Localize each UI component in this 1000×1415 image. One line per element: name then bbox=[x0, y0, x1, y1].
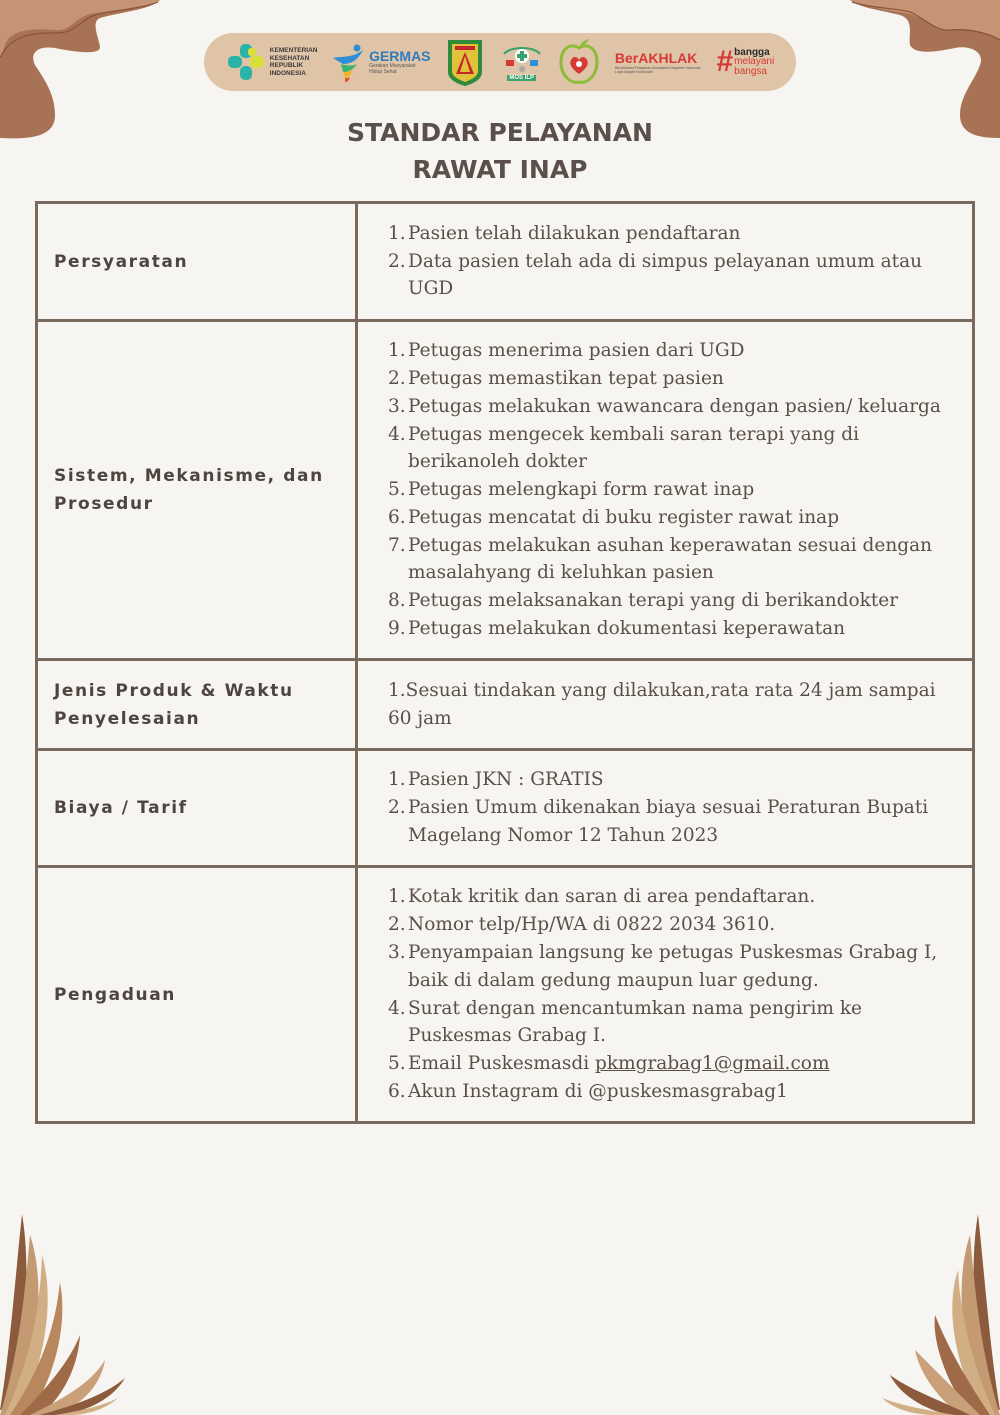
item-text: Kotak kritik dan saran di area pendaftaran. bbox=[408, 886, 816, 908]
kemenkes-icon bbox=[226, 42, 266, 82]
item-number: 1. bbox=[388, 340, 406, 362]
list-item bbox=[388, 476, 958, 504]
mos-ilp-logo bbox=[500, 44, 544, 81]
title-line-2: RAWAT INAP bbox=[412, 155, 588, 184]
berakhlak-logo bbox=[615, 51, 701, 74]
kemenkes-line: INDONESIA bbox=[269, 69, 306, 77]
item-number: 5. bbox=[388, 1053, 406, 1075]
item-text: Petugas melengkapi form rawat inap bbox=[408, 479, 755, 501]
row-label: Jenis Produk & Waktu Penyelesaian bbox=[37, 660, 357, 750]
table-row-biaya-tarif bbox=[37, 750, 974, 867]
table-row-jenis-produk-waktu bbox=[37, 660, 974, 750]
item-text: Petugas menerima pasien dari UGD bbox=[408, 340, 745, 362]
bangga-melayani-bangsa-logo bbox=[716, 47, 774, 77]
logo-bar bbox=[204, 33, 796, 91]
list-item bbox=[388, 220, 958, 248]
email-link[interactable]: pkmgrabag1@gmail.com bbox=[595, 1053, 830, 1075]
item-text: Petugas melaksanakan terapi yang di berikandokter bbox=[408, 590, 899, 612]
item-number: 5. bbox=[388, 479, 406, 501]
service-standard-table bbox=[35, 201, 975, 1124]
list-item bbox=[388, 939, 958, 995]
germas-sub: Hidup Sehat bbox=[369, 69, 397, 75]
kemenkes-logo bbox=[226, 42, 318, 82]
list-item bbox=[388, 365, 958, 393]
item-number: 4. bbox=[388, 997, 406, 1019]
list-item bbox=[388, 995, 958, 1051]
page-title bbox=[0, 114, 1000, 188]
item-number: 2. bbox=[388, 914, 406, 936]
item-text: Data pasien telah ada di simpus pelayanan umum atau UGD bbox=[408, 250, 923, 300]
row-content bbox=[357, 750, 974, 867]
berakhlak-sub: Berorientasi Pelayanan Akuntabel Kompeten Harmonis Loyal Adaptif Kolaboratif bbox=[614, 65, 701, 74]
list-item bbox=[388, 766, 958, 794]
item-text: Surat dengan mencantumkan nama pengirim ke Puskesmas Grabag I. bbox=[408, 997, 862, 1047]
list-item bbox=[388, 615, 958, 643]
item-number: 3. bbox=[388, 941, 406, 963]
bangga-line: melayani bbox=[734, 56, 775, 68]
germas-logo bbox=[333, 42, 430, 82]
kemenkes-line: KESEHATAN bbox=[269, 54, 310, 62]
item-number: 9. bbox=[388, 618, 406, 640]
row-label: Biaya / Tarif bbox=[37, 750, 357, 867]
germas-word: GERMAS bbox=[369, 48, 431, 64]
germas-figure-icon bbox=[333, 42, 365, 82]
item-text bbox=[408, 1050, 958, 1078]
item-number: 2. bbox=[388, 367, 406, 389]
row-content: 1.Sesuai tindakan yang dilakukan,rata rata 24 jam sampai 60 jam bbox=[357, 660, 974, 750]
item-number: 2. bbox=[388, 797, 406, 819]
item-text: Penyampaian langsung ke petugas Puskesmas Grabag I, baik di dalam gedung maupun luar gedung. bbox=[408, 941, 938, 991]
item-number: 1. bbox=[388, 769, 406, 791]
item-number: 6. bbox=[388, 506, 406, 528]
berakhlak-word: BerAKHLAK bbox=[614, 49, 698, 66]
table-row-sistem-mekanisme-prosedur bbox=[37, 321, 974, 660]
item-text: Pasien JKN : GRATIS bbox=[408, 769, 604, 791]
item-text: Petugas melakukan wawancara dengan pasien/ keluarga bbox=[408, 395, 941, 417]
row-label: Pengaduan bbox=[37, 867, 357, 1123]
item-text: Petugas mengecek kembali saran terapi yang di berikanoleh dokter bbox=[408, 423, 860, 473]
bangga-line: bangsa bbox=[734, 65, 767, 77]
mos-ilp-label: MOS ILP bbox=[509, 74, 535, 81]
list-item bbox=[388, 532, 958, 588]
row-label: Persyaratan bbox=[37, 203, 357, 321]
email-prefix: Email Puskesmasdi bbox=[408, 1053, 596, 1075]
item-text: Pasien Umum dikenakan biaya sesuai Peraturan Bupati Magelang Nomor 12 Tahun 2023 bbox=[408, 797, 929, 846]
table-row-persyaratan bbox=[37, 203, 974, 321]
row-content bbox=[357, 321, 974, 660]
item-text: Akun Instagram di @puskesmasgrabag1 bbox=[408, 1080, 788, 1102]
list-item bbox=[388, 393, 958, 421]
list-item bbox=[388, 504, 958, 532]
list-item bbox=[388, 337, 958, 365]
item-text: Pasien telah dilakukan pendaftaran bbox=[408, 222, 741, 244]
item-text: Petugas melakukan dokumentasi keperawatan bbox=[408, 618, 846, 640]
list-item bbox=[388, 1078, 958, 1106]
kemenkes-line: REPUBLIK bbox=[269, 62, 304, 69]
item-number: 6. bbox=[388, 1080, 406, 1102]
item-text: Petugas melakukan asuhan keperawatan sesuai dengan masalahyang di keluhkan pasien bbox=[408, 534, 933, 584]
item-text: Nomor telp/Hp/WA di 0822 2034 3610. bbox=[408, 914, 776, 936]
item-number: 2. bbox=[388, 250, 406, 272]
row-content bbox=[357, 203, 974, 321]
leaf-decoration-bottom-left bbox=[0, 1200, 140, 1415]
item-number: 7. bbox=[388, 534, 406, 556]
item-text: Petugas memastikan tepat pasien bbox=[408, 367, 724, 389]
list-item bbox=[388, 794, 958, 850]
list-item bbox=[388, 1050, 958, 1078]
leaf-decoration-bottom-right bbox=[860, 1200, 1000, 1415]
item-number: 4. bbox=[388, 423, 406, 445]
list-item bbox=[388, 248, 958, 304]
germas-sub: Gerakan Masyarakat bbox=[369, 63, 416, 69]
item-number: 8. bbox=[388, 590, 406, 612]
kemenkes-line: KEMENTERIAN bbox=[269, 47, 318, 54]
item-text: Petugas mencatat di buku register rawat inap bbox=[408, 506, 840, 528]
apple-heart-icon bbox=[559, 38, 599, 86]
row-label: Sistem, Mekanisme, dan Prosedur bbox=[37, 321, 357, 660]
item-number: 1. bbox=[388, 886, 406, 908]
bangga-line: bangga bbox=[734, 46, 770, 58]
item-number: 3. bbox=[388, 395, 406, 417]
table-row-pengaduan bbox=[37, 867, 974, 1123]
list-item bbox=[388, 587, 958, 615]
item-number: 1. bbox=[388, 222, 406, 244]
health-cross-icon bbox=[500, 44, 544, 74]
row-content bbox=[357, 867, 974, 1123]
list-item bbox=[388, 421, 958, 477]
list-item bbox=[388, 883, 958, 911]
list-item bbox=[388, 911, 958, 939]
hashtag-icon: # bbox=[716, 45, 734, 78]
title-line-1: STANDAR PELAYANAN bbox=[347, 118, 653, 147]
shield-emblem-icon bbox=[446, 38, 484, 86]
